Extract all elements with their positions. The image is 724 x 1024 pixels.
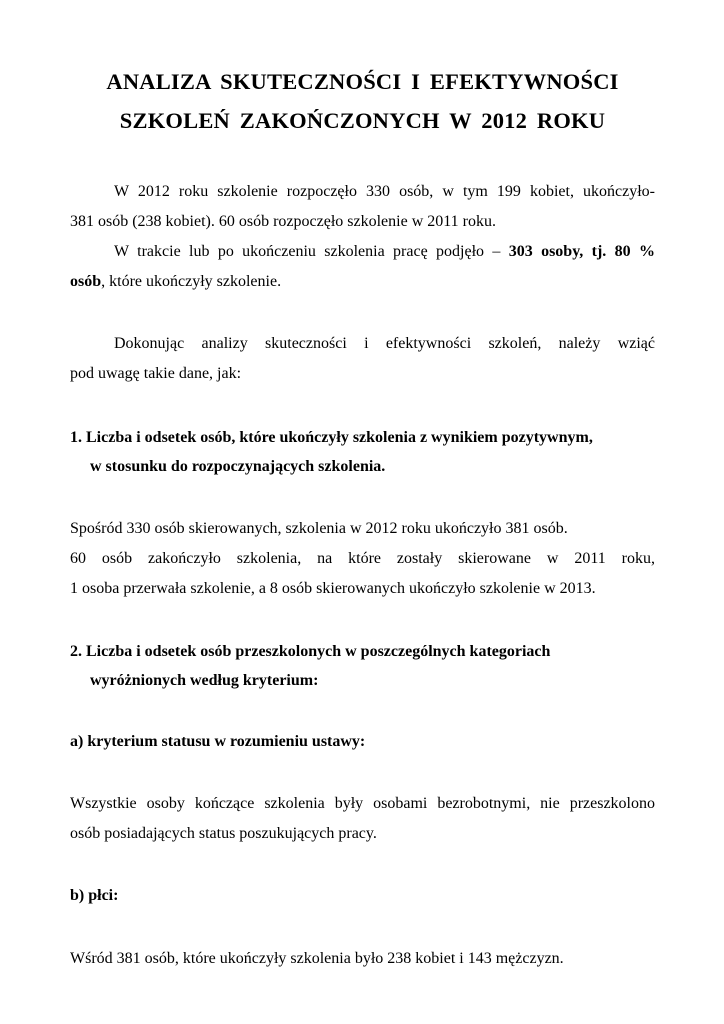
intro-paragraph-line-2: 381 osób (238 kobiet). 60 osób rozpoczęło szkolenie w 2011 roku. xyxy=(70,213,496,230)
intro-p2-bold-word: osób xyxy=(70,273,102,290)
section-1-paragraph-line-2: 60 osób zakończyło szkolenia, na które zostały skierowane w 2011 roku, xyxy=(70,550,655,567)
section-1-paragraph-line-3: 1 osoba przerwała szkolenie, a 8 osób skierowanych ukończyło szkolenie w 2013. xyxy=(70,580,596,597)
section-2-heading xyxy=(70,637,655,695)
section-2-heading-line-1: 2. Liczba i odsetek osób przeszkolonych w poszczególnych kategoriach xyxy=(70,643,551,660)
intro-p2-bold-stat: 303 osoby, tj. 80 % xyxy=(508,243,656,260)
title-line-2: SZKOLEŃ ZAKOŃCZONYCH W 2012 ROKU xyxy=(119,108,606,133)
title-line-1: ANALIZA SKUTECZNOŚCI I EFEKTYWNOŚCI xyxy=(106,69,619,94)
intro-paragraph-2-line-2 xyxy=(70,267,655,297)
intro-p2-end: , które ukończyły szkolenie. xyxy=(101,273,282,290)
analysis-paragraph-line-2: pod uwagę takie dane, jak: xyxy=(70,365,242,382)
subsection-a-paragraph-line-1: Wszystkie osoby kończące szkolenia były osobami bezrobotnymi, nie przeszkolono xyxy=(70,795,655,812)
document-title xyxy=(70,62,655,140)
document-page xyxy=(70,62,655,974)
subsection-b-heading: b) płci: xyxy=(70,887,119,904)
section-1-heading-line-2: w stosunku do rozpoczynających szkolenia. xyxy=(90,458,386,475)
subsection-a-heading: a) kryterium statusu w rozumieniu ustawy: xyxy=(70,733,366,750)
intro-paragraph-2-line-1 xyxy=(70,237,655,267)
intro-p2-text: W trakcie lub po ukończeniu szkolenia pracę podjęło – xyxy=(114,243,509,260)
intro-paragraph-line-1: W 2012 roku szkolenie rozpoczęło 330 osób, w tym 199 kobiet, ukończyło- xyxy=(114,183,655,200)
section-1-paragraph-line-1: Spośród 330 osób skierowanych, szkolenia w 2012 roku ukończyło 381 osób. xyxy=(70,520,568,537)
subsection-a-paragraph-line-2: osób posiadających status poszukujących pracy. xyxy=(70,825,377,842)
section-1-heading xyxy=(70,423,655,481)
analysis-paragraph-line-1: Dokonując analizy skuteczności i efektywności szkoleń, należy wziąć xyxy=(114,335,655,352)
subsection-b-paragraph: Wśród 381 osób, które ukończyły szkolenia było 238 kobiet i 143 mężczyzn. xyxy=(70,950,564,967)
section-1-heading-line-1: 1. Liczba i odsetek osób, które ukończyły szkolenia z wynikiem pozytywnym, xyxy=(70,429,593,446)
section-2-heading-line-2: wyróżnionych według kryterium: xyxy=(90,672,319,689)
